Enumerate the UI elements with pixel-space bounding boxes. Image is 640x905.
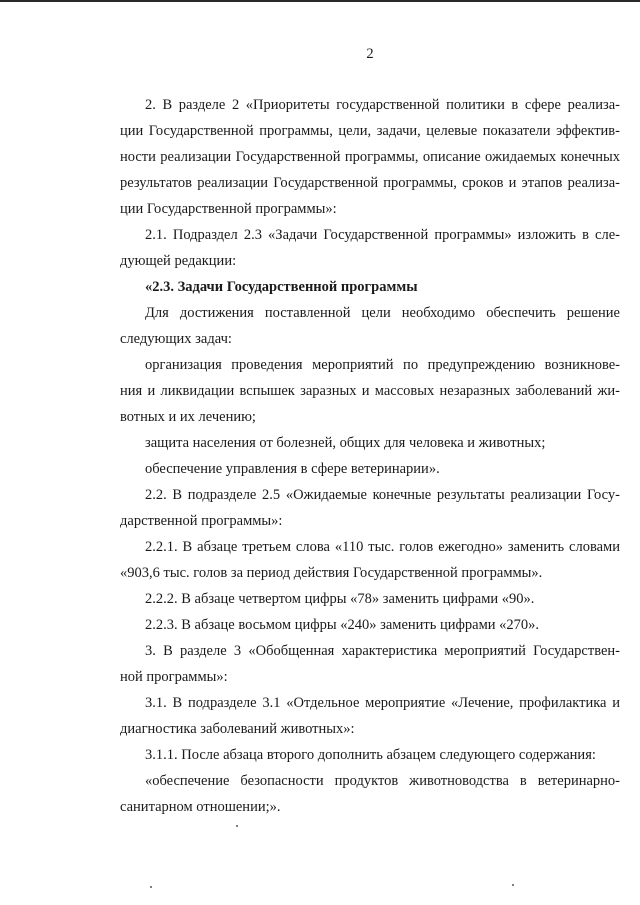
scan-speck <box>150 886 152 888</box>
text-line: санитарном отношении;». <box>120 799 281 815</box>
document-body <box>120 92 620 820</box>
page-number: 2 <box>366 46 374 62</box>
text-line: 2.2.3. В абзаце восьмом цифры «240» заменить цифрами «270». <box>145 617 540 633</box>
paragraph <box>120 456 620 482</box>
text-line: 3. В разделе 3 «Обобщенная характеристика мероприятий Государствен- <box>145 643 620 659</box>
paragraph <box>120 612 620 638</box>
text-line: 2.2. В подразделе 2.5 «Ожидаемые конечные результаты реализации Госу- <box>145 487 620 503</box>
text-line: «903,6 тыс. голов за период действия Государственной программы». <box>120 565 543 581</box>
text-line: 3.1. В подразделе 3.1 «Отдельное мероприятие «Лечение, профилактика и <box>145 695 620 711</box>
paragraph <box>120 274 620 300</box>
text-line: следующих задач: <box>120 331 232 347</box>
text-line: защита населения от болезней, общих для человека и животных; <box>145 435 546 451</box>
text-line: обеспечение управления в сфере ветеринарии». <box>145 461 440 477</box>
text-line: 3.1.1. После абзаца второго дополнить абзацем следующего содержания: <box>145 747 596 763</box>
text-line: ной программы»: <box>120 669 228 685</box>
section-heading: «2.3. Задачи Государственной программы <box>145 279 418 295</box>
paragraph <box>120 638 620 690</box>
paragraph <box>120 534 620 586</box>
text-line: 2.2.2. В абзаце четвертом цифры «78» заменить цифрами «90». <box>145 591 535 607</box>
text-line: «обеспечение безопасности продуктов животноводства в ветеринарно- <box>145 773 620 789</box>
text-line: организация проведения мероприятий по предупреждению возникнове- <box>145 357 620 373</box>
paragraph <box>120 300 620 352</box>
text-line: 2. В разделе 2 «Приоритеты государственной политики в сфере реализа- <box>145 97 620 113</box>
text-line: ции Государственной программы»: <box>120 201 337 217</box>
text-line: 2.2.1. В абзаце третьем слова «110 тыс. голов ежегодно» заменить словами <box>145 539 620 555</box>
paragraph <box>120 482 620 534</box>
paragraph <box>120 586 620 612</box>
text-line: ния и ликвидации вспышек заразных и массовых незаразных заболеваний жи- <box>120 383 620 399</box>
paragraph <box>120 92 620 222</box>
text-line: дарственной программы»: <box>120 513 283 529</box>
text-line: результатов реализации Государственной программы, сроков и этапов реализа- <box>120 175 620 191</box>
text-line: ции Государственной программы, цели, задачи, целевые показатели эффектив- <box>120 123 620 139</box>
paragraph <box>120 352 620 430</box>
paragraph <box>120 222 620 274</box>
text-line: вотных и их лечению; <box>120 409 256 425</box>
paragraph <box>120 430 620 456</box>
paragraph <box>120 742 620 768</box>
scan-speck <box>236 825 238 827</box>
top-scan-edge <box>0 0 640 2</box>
paragraph <box>120 690 620 742</box>
scan-speck <box>512 884 514 886</box>
text-line: дующей редакции: <box>120 253 237 269</box>
text-line: ности реализации Государственной программы, описание ожидаемых конечных <box>120 149 620 165</box>
text-line: 2.1. Подраздел 2.3 «Задачи Государственной программы» изложить в сле- <box>145 227 620 243</box>
paragraph <box>120 768 620 820</box>
text-line: диагностика заболеваний животных»: <box>120 721 355 737</box>
text-line: Для достижения поставленной цели необходимо обеспечить решение <box>145 305 620 321</box>
